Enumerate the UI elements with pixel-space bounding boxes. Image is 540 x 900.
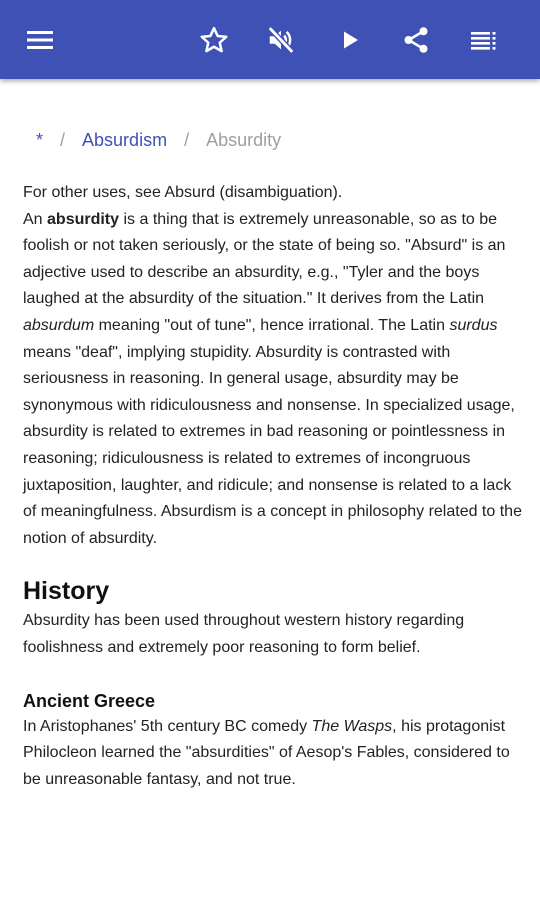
greece-text: In Aristophanes' 5th century BC comedy [23,717,312,735]
breadcrumb-parent[interactable]: Absurdism [82,129,168,150]
intro-term: absurdity [47,210,120,228]
intro-text: An [23,210,48,228]
subsection-heading-ancient-greece: Ancient Greece [23,690,156,711]
breadcrumb-home[interactable]: * [36,129,44,150]
toc-icon[interactable] [460,16,508,64]
intro-paragraph [23,207,523,553]
section-heading-history: History [23,577,110,606]
breadcrumb [36,128,281,152]
ancient-greece-paragraph [23,714,523,794]
breadcrumb-current: Absurdity [206,129,282,150]
menu-icon[interactable] [16,16,64,64]
star-icon[interactable] [190,16,238,64]
breadcrumb-separator: / [60,129,66,150]
play-icon[interactable] [326,16,374,64]
app-bar [0,0,540,79]
intro-text: means "deaf", implying stupidity. Absurdity is contrasted with seriousness in reasoning. In general usage, absurdity may be synonymous with ridiculousness and nonsense. In specialized usage, absurdity is related to extremes in bad reasoning or pointlessness in reasoning; ridiculousness is related to extremes of incongruous juxtaposition, laughter, and ridicule; and nonsense is related to a lack of meaningfulness. Absurdism is a concept in philosophy related to the notion of absurdity. [23,343,522,547]
mute-icon[interactable] [257,16,305,64]
play-title: The Wasps [311,717,393,735]
greece-text: , his protagonist Philocleon learned the "absurdities" of Aesop's Fables, considered to be unreasonable fantasy, and not true. [23,717,510,788]
breadcrumb-separator: / [184,129,190,150]
history-paragraph: Absurdity has been used throughout western history regarding foolishness and extremely poor reasoning to form belief. [23,612,465,656]
hatnote: For other uses, see Absurd (disambiguation). [23,184,343,201]
intro-latin-term: surdus [449,316,498,334]
article-content [23,180,523,793]
intro-text: meaning "out of tune", hence irrational. The Latin [94,316,450,334]
share-icon[interactable] [392,16,440,64]
intro-latin-term: absurdum [23,316,95,334]
intro-text: is a thing that is extremely unreasonable, so as to be foolish or not taken seriously, or the state of being so. "Absurd" is an adjective used to describe an absurdity, e.g., "Tyler and the boys laughed at the absurdity of the situation." It derives from the Latin [23,210,506,308]
